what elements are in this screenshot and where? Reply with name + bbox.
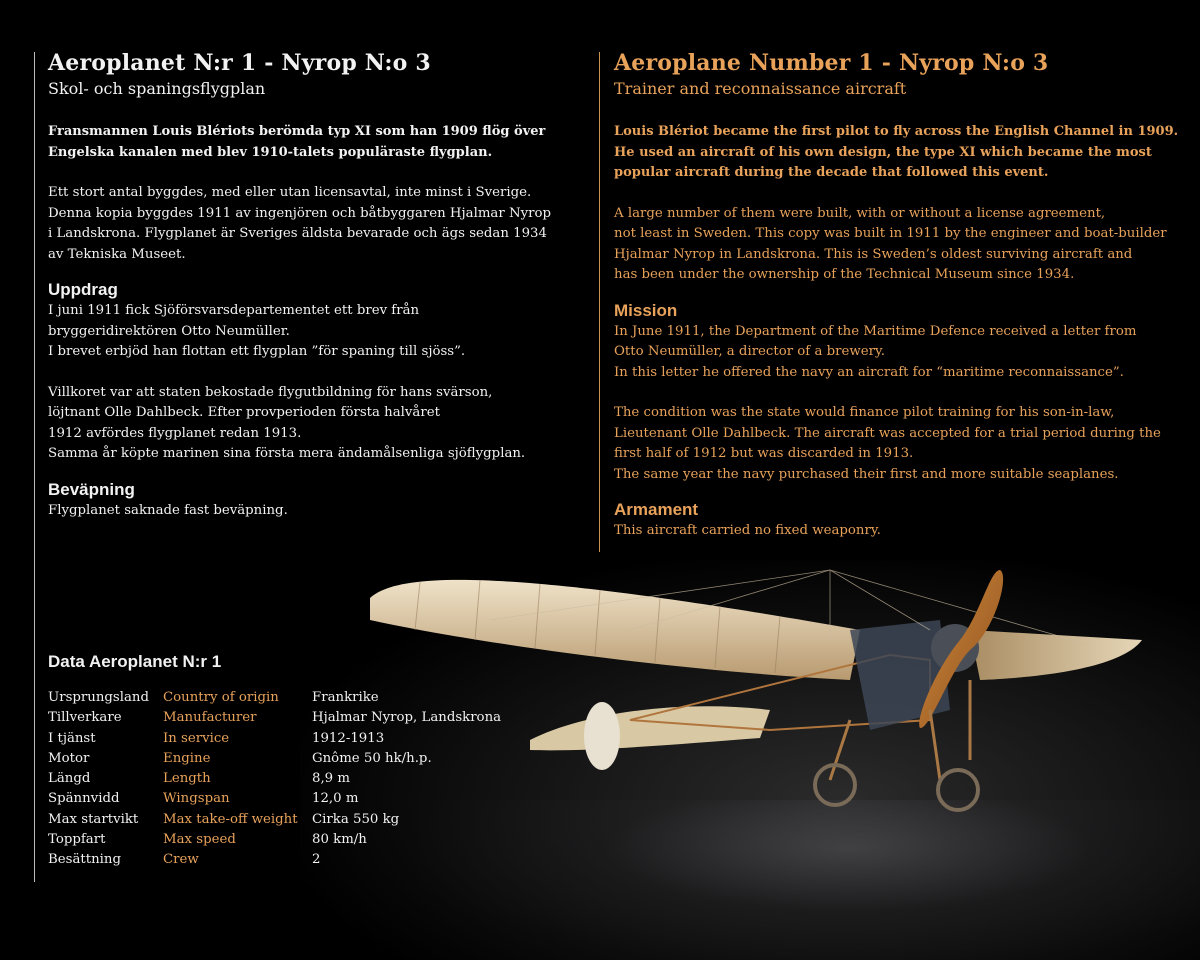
spec-row [48, 850, 501, 870]
specifications [48, 650, 528, 871]
spec-row [48, 749, 501, 769]
english-intro-line: A large number of them were built, with or without a license agreement, [614, 205, 1106, 221]
spec-value: Frankrike [312, 690, 379, 705]
english-lead [614, 122, 1179, 184]
english-mission-line: The same year the navy purchased their first and more suitable seaplanes. [614, 466, 1119, 482]
spec-row [48, 789, 501, 809]
swedish-mission-line: Samma år köpte marinen sina första mera ändamålsenliga sjöflygplan. [48, 446, 526, 461]
spec-label-swedish: Motor [48, 750, 90, 766]
english-mission-line: The condition was the state would finance pilot training for his son-in-law, [614, 405, 1115, 420]
spec-label-english: Engine [163, 750, 211, 766]
english-intro-line: Hjalmar Nyrop in Landskrona. This is Sweden’s oldest surviving aircraft and [614, 246, 1133, 262]
spec-value: 12,0 m [312, 791, 359, 807]
swedish-armament-heading: Beväpning [48, 479, 135, 499]
english-mission-p1 [614, 322, 1174, 384]
swedish-intro-line: av Tekniska Museet. [48, 246, 186, 262]
spec-value: Gnôme 50 hk/h.p. [312, 750, 432, 766]
specifications-title: Data Aeroplanet N:r 1 [48, 652, 222, 671]
english-mission-line: In June 1911, the Department of the Maritime Defence received a letter from [614, 323, 1137, 339]
specifications-table [48, 688, 501, 871]
swedish-title: Aeroplanet N:r 1 - Nyrop N:o 3 [48, 50, 431, 76]
english-lead-line: popular aircraft during the decade that followed this event. [614, 165, 1049, 180]
swedish-column [48, 48, 588, 521]
left-divider [34, 52, 35, 882]
english-mission-line: first half of 1912 but was discarded in 1913. [614, 446, 914, 461]
english-subtitle: Trainer and reconnaissance aircraft [614, 79, 907, 98]
spec-value: 2 [312, 852, 321, 868]
spec-label-english: Length [163, 771, 211, 787]
swedish-intro [48, 183, 588, 265]
swedish-mission-line: I brevet erbjöd han flottan ett flygplan ”för spaning till sjöss”. [48, 344, 466, 359]
english-armament-text: This aircraft carried no fixed weaponry. [614, 523, 881, 538]
spec-label-english: Max speed [163, 832, 236, 848]
spec-label-swedish: Ursprungsland [48, 690, 149, 705]
spec-row [48, 708, 501, 728]
swedish-mission-line: löjtnant Olle Dahlbeck. Efter provperioden första halvåret [48, 405, 440, 420]
english-mission-line: Otto Neumüller, a director of a brewery. [614, 344, 885, 359]
swedish-intro-line: Ett stort antal byggdes, med eller utan licensavtal, inte minst i Sverige. [48, 185, 532, 200]
spec-label-swedish: Besättning [48, 852, 121, 868]
english-mission-p2 [614, 403, 1174, 485]
swedish-armament-text: Flygplanet saknade fast beväpning. [48, 502, 288, 518]
spec-label-english: Country of origin [163, 690, 279, 705]
english-mission-line: Lieutenant Olle Dahlbeck. The aircraft was accepted for a trial period during the [614, 425, 1161, 441]
english-armament-heading: Armament [614, 500, 699, 519]
spec-label-swedish: Spännvidd [48, 791, 120, 807]
swedish-intro-line: i Landskrona. Flygplanet är Sveriges äldsta bevarade och ägs sedan 1934 [48, 226, 547, 241]
spec-label-english: Max take-off weight [163, 811, 298, 827]
english-column [614, 48, 1179, 542]
swedish-mission-line: Villkoret var att staten bekostade flygutbildning för hans svärson, [48, 384, 493, 400]
english-mission-line: In this letter he offered the navy an aircraft for “maritime reconnaissance”. [614, 364, 1124, 380]
swedish-mission-p2 [48, 383, 588, 465]
swedish-intro-line: Denna kopia byggdes 1911 av ingenjören och båtbyggaren Hjalmar Nyrop [48, 205, 551, 221]
spec-label-swedish: Max startvikt [48, 811, 139, 827]
rudder [584, 702, 620, 770]
swedish-lead [48, 122, 588, 163]
swedish-mission-line: 1912 avfördes flygplanet redan 1913. [48, 425, 302, 441]
spec-label-english: Manufacturer [163, 710, 257, 726]
swedish-mission-line: bryggeridirektören Otto Neumüller. [48, 323, 290, 339]
swedish-mission-p1 [48, 301, 588, 363]
right-divider [599, 52, 600, 552]
english-mission-heading: Mission [614, 300, 678, 320]
spec-label-swedish: Toppfart [48, 832, 106, 848]
wheel-left [815, 765, 855, 805]
english-lead-line: Louis Blériot became the first pilot to fly across the English Channel in 1909. [614, 124, 1179, 139]
english-intro-line: not least in Sweden. This copy was built in 1911 by the engineer and boat-builder [614, 226, 1167, 241]
spec-label-swedish: Tillverkare [48, 710, 122, 726]
right-wing [970, 630, 1142, 680]
spec-value: 80 km/h [312, 832, 367, 848]
spec-label-english: In service [163, 730, 230, 746]
spec-row [48, 810, 501, 830]
english-title: Aeroplane Number 1 - Nyrop N:o 3 [614, 50, 1049, 76]
spec-label-swedish: Längd [48, 771, 91, 787]
spec-row [48, 769, 501, 789]
swedish-lead-line: Fransmannen Louis Blériots berömda typ XI som han 1909 flög över [48, 124, 546, 139]
spec-row [48, 830, 501, 850]
english-lead-line: He used an aircraft of his own design, the type XI which became the most [614, 144, 1152, 160]
spec-value: Cirka 550 kg [312, 811, 400, 827]
spec-label-english: Crew [163, 852, 199, 868]
spec-value: 8,9 m [312, 771, 350, 787]
spec-row [48, 688, 501, 708]
spec-row [48, 729, 501, 749]
spec-label-english: Wingspan [163, 791, 230, 807]
english-intro-line: has been under the ownership of the Technical Museum since 1934. [614, 267, 1075, 282]
swedish-mission-line: I juni 1911 fick Sjöförsvarsdepartementet ett brev från [48, 303, 420, 318]
swedish-lead-line: Engelska kanalen med blev 1910-talets populäraste flygplan. [48, 144, 493, 160]
spec-value: 1912-1913 [312, 730, 385, 746]
english-intro [614, 204, 1174, 286]
spec-label-swedish: I tjänst [48, 730, 96, 746]
spec-value: Hjalmar Nyrop, Landskrona [312, 710, 502, 726]
swedish-subtitle: Skol- och spaningsflygplan [48, 79, 266, 98]
wheel-right [938, 770, 978, 810]
swedish-mission-heading: Uppdrag [48, 280, 118, 299]
